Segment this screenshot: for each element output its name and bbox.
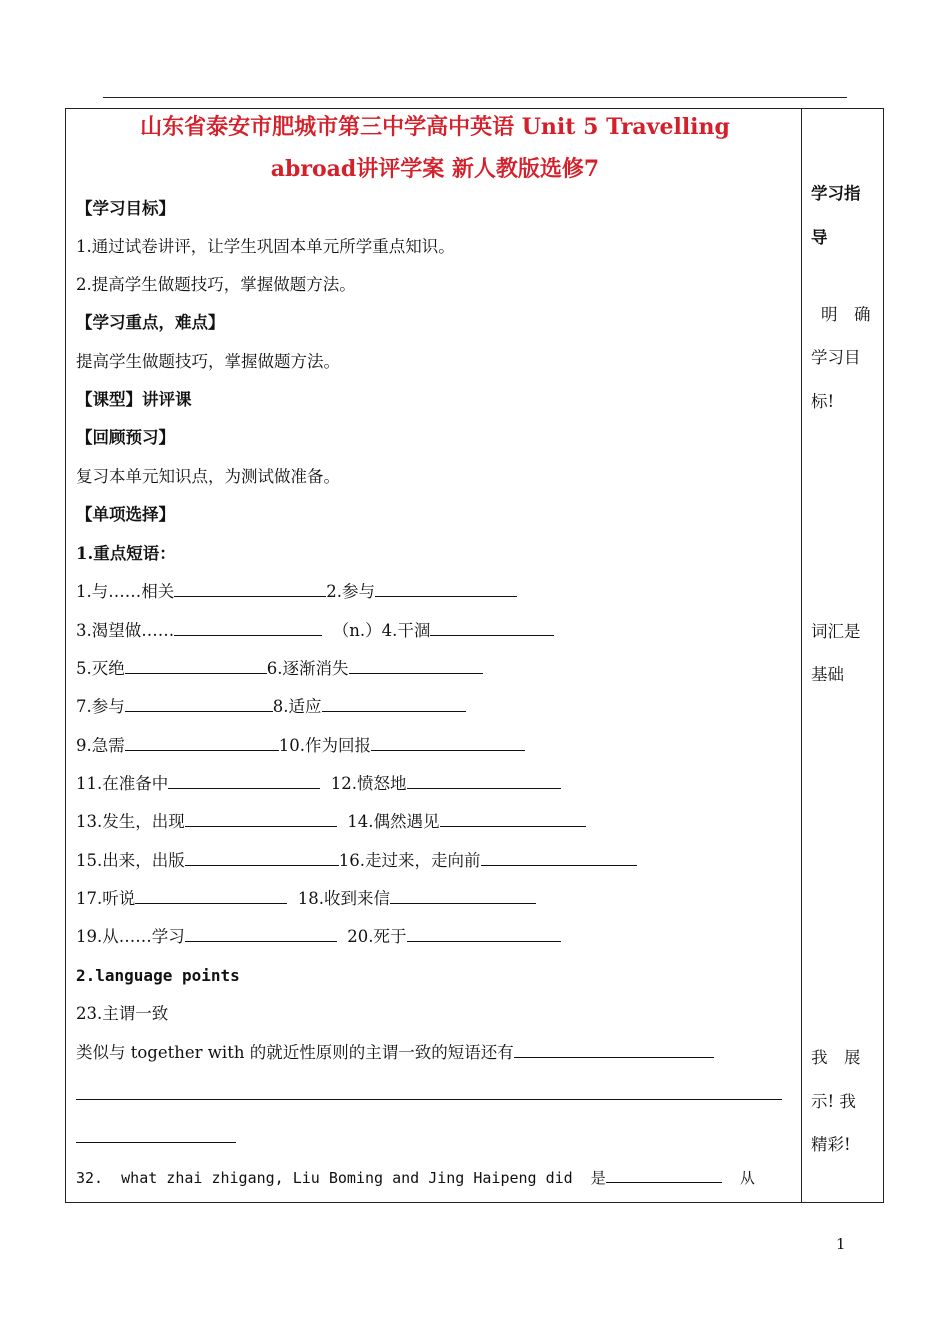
phrase-row-6 xyxy=(76,774,561,794)
phrase-1-label: 1.与……相关 xyxy=(76,582,175,601)
phrase-9-blank[interactable] xyxy=(125,736,279,751)
item-32-from: 从 xyxy=(739,1169,755,1187)
item-32-number: 32. xyxy=(76,1169,104,1187)
item-23-blank-line-2[interactable] xyxy=(76,1085,782,1100)
phrase-3-label: 3.渴望做…… xyxy=(76,621,175,640)
phrase-row-4 xyxy=(76,697,466,717)
phrase-14-label: 14.偶然遇见 xyxy=(347,812,440,831)
phrase-10-label: 10.作为回报 xyxy=(278,736,371,755)
item-32-row xyxy=(76,1168,755,1188)
phrase-16-label: 16.走过来，走向前 xyxy=(338,851,481,870)
phrase-15-label: 15.出来，出版 xyxy=(76,851,185,870)
phrase-row-1 xyxy=(76,582,517,602)
phrase-2-blank[interactable] xyxy=(375,582,517,597)
item-23-blank[interactable] xyxy=(514,1043,714,1058)
item-23-row xyxy=(76,1043,714,1063)
sidebar-heading-line1: 学习指 xyxy=(811,184,861,203)
phrase-12-blank[interactable] xyxy=(407,774,561,789)
phrase-13-blank[interactable] xyxy=(185,812,337,827)
document-title-line2: abroad讲评学案 新人教版选修7 xyxy=(270,156,600,182)
review-heading: 【回顾预习】 xyxy=(76,428,175,447)
sidebar-note-3a: 我 展 xyxy=(811,1048,861,1067)
phrase-10-blank[interactable] xyxy=(371,736,525,751)
phrase-20-blank[interactable] xyxy=(407,927,561,942)
goal-1: 1.通过试卷讲评，让学生巩固本单元所学重点知识。 xyxy=(76,237,455,256)
item-23-short-row xyxy=(76,1128,236,1148)
item-32-blank[interactable] xyxy=(606,1168,722,1183)
phrase-row-9 xyxy=(76,889,536,909)
phrase-7-blank[interactable] xyxy=(125,697,273,712)
phrase-6-label: 6.逐渐消失 xyxy=(266,659,349,678)
key-phrases-heading: 1.重点短语： xyxy=(76,544,176,563)
column-divider xyxy=(801,108,802,1203)
item-32-is: 是 xyxy=(590,1169,606,1187)
item-23-continuation xyxy=(76,1085,782,1105)
phrase-row-8 xyxy=(76,851,637,871)
phrase-3-blank[interactable] xyxy=(174,621,322,636)
phrase-11-blank[interactable] xyxy=(168,774,320,789)
key-points-text: 提高学生做题技巧，掌握做题方法。 xyxy=(76,352,340,371)
phrase-8-blank[interactable] xyxy=(322,697,466,712)
phrase-row-5 xyxy=(76,736,525,756)
goals-heading: 【学习目标】 xyxy=(76,199,175,218)
multiple-choice-heading: 【单项选择】 xyxy=(76,505,175,524)
phrase-18-blank[interactable] xyxy=(390,889,536,904)
phrase-2-label: 2.参与 xyxy=(326,582,375,601)
document-title-line1: 山东省泰安市肥城市第三中学高中英语 Unit 5 Travelling xyxy=(140,114,730,140)
phrase-17-blank[interactable] xyxy=(135,889,287,904)
phrase-1-blank[interactable] xyxy=(174,582,326,597)
phrase-9-label: 9.急需 xyxy=(76,736,125,755)
goal-2: 2.提高学生做题技巧，掌握做题方法。 xyxy=(76,275,356,294)
phrase-13-label: 13.发生，出现 xyxy=(76,812,185,831)
sidebar-note-2a: 词汇是 xyxy=(811,622,861,641)
phrase-6-blank[interactable] xyxy=(349,659,483,674)
phrase-7-label: 7.参与 xyxy=(76,697,125,716)
item-23-blank-line-3[interactable] xyxy=(76,1128,236,1143)
phrase-14-blank[interactable] xyxy=(440,812,586,827)
phrase-15-blank[interactable] xyxy=(185,851,339,866)
sidebar-note-1a: 明 确 xyxy=(821,305,871,324)
item-23-text: 类似与 together with 的就近性原则的主谓一致的短语还有 xyxy=(76,1043,514,1062)
lesson-type-heading: 【课型】讲评课 xyxy=(76,390,192,409)
language-points-heading: 2.language points xyxy=(76,966,240,985)
phrase-16-blank[interactable] xyxy=(481,851,637,866)
phrase-row-10 xyxy=(76,927,561,947)
key-points-heading: 【学习重点，难点】 xyxy=(76,313,225,332)
phrase-4-blank[interactable] xyxy=(430,621,554,636)
phrase-row-7 xyxy=(76,812,586,832)
phrase-17-label: 17.听说 xyxy=(76,889,136,908)
item-23-heading: 23.主谓一致 xyxy=(76,1004,169,1023)
phrase-12-label: 12.愤怒地 xyxy=(330,774,407,793)
phrase-8-label: 8.适应 xyxy=(272,697,322,716)
review-text: 复习本单元知识点，为测试做准备。 xyxy=(76,467,340,486)
phrase-4-label: 4.干涸 xyxy=(381,621,431,640)
phrase-20-label: 20.死于 xyxy=(347,927,407,946)
phrase-row-2 xyxy=(76,621,554,641)
phrase-row-3 xyxy=(76,659,483,679)
sidebar-note-2b: 基础 xyxy=(811,665,844,684)
phrase-18-label: 18.收到来信 xyxy=(297,889,390,908)
phrase-5-blank[interactable] xyxy=(125,659,267,674)
phrase-19-label: 19.从……学习 xyxy=(76,927,185,946)
sidebar-note-1c: 标! xyxy=(811,392,835,411)
page-number: 1 xyxy=(836,1235,846,1253)
sidebar-note-3c: 精彩! xyxy=(811,1135,851,1154)
header-rule xyxy=(103,97,847,98)
sidebar-note-1b: 学习目 xyxy=(811,348,861,367)
phrase-19-blank[interactable] xyxy=(185,927,337,942)
sidebar-note-3b: 示! 我 xyxy=(811,1092,856,1111)
item-32-text: what zhai zhigang, Liu Boming and Jing Haipeng did xyxy=(121,1169,573,1187)
worksheet-frame xyxy=(65,108,884,1203)
phrase-3-noun: （n.） xyxy=(332,621,382,640)
phrase-11-label: 11.在准备中 xyxy=(76,774,169,793)
sidebar-heading-line2: 导 xyxy=(811,228,828,247)
phrase-5-label: 5.灭绝 xyxy=(76,659,125,678)
